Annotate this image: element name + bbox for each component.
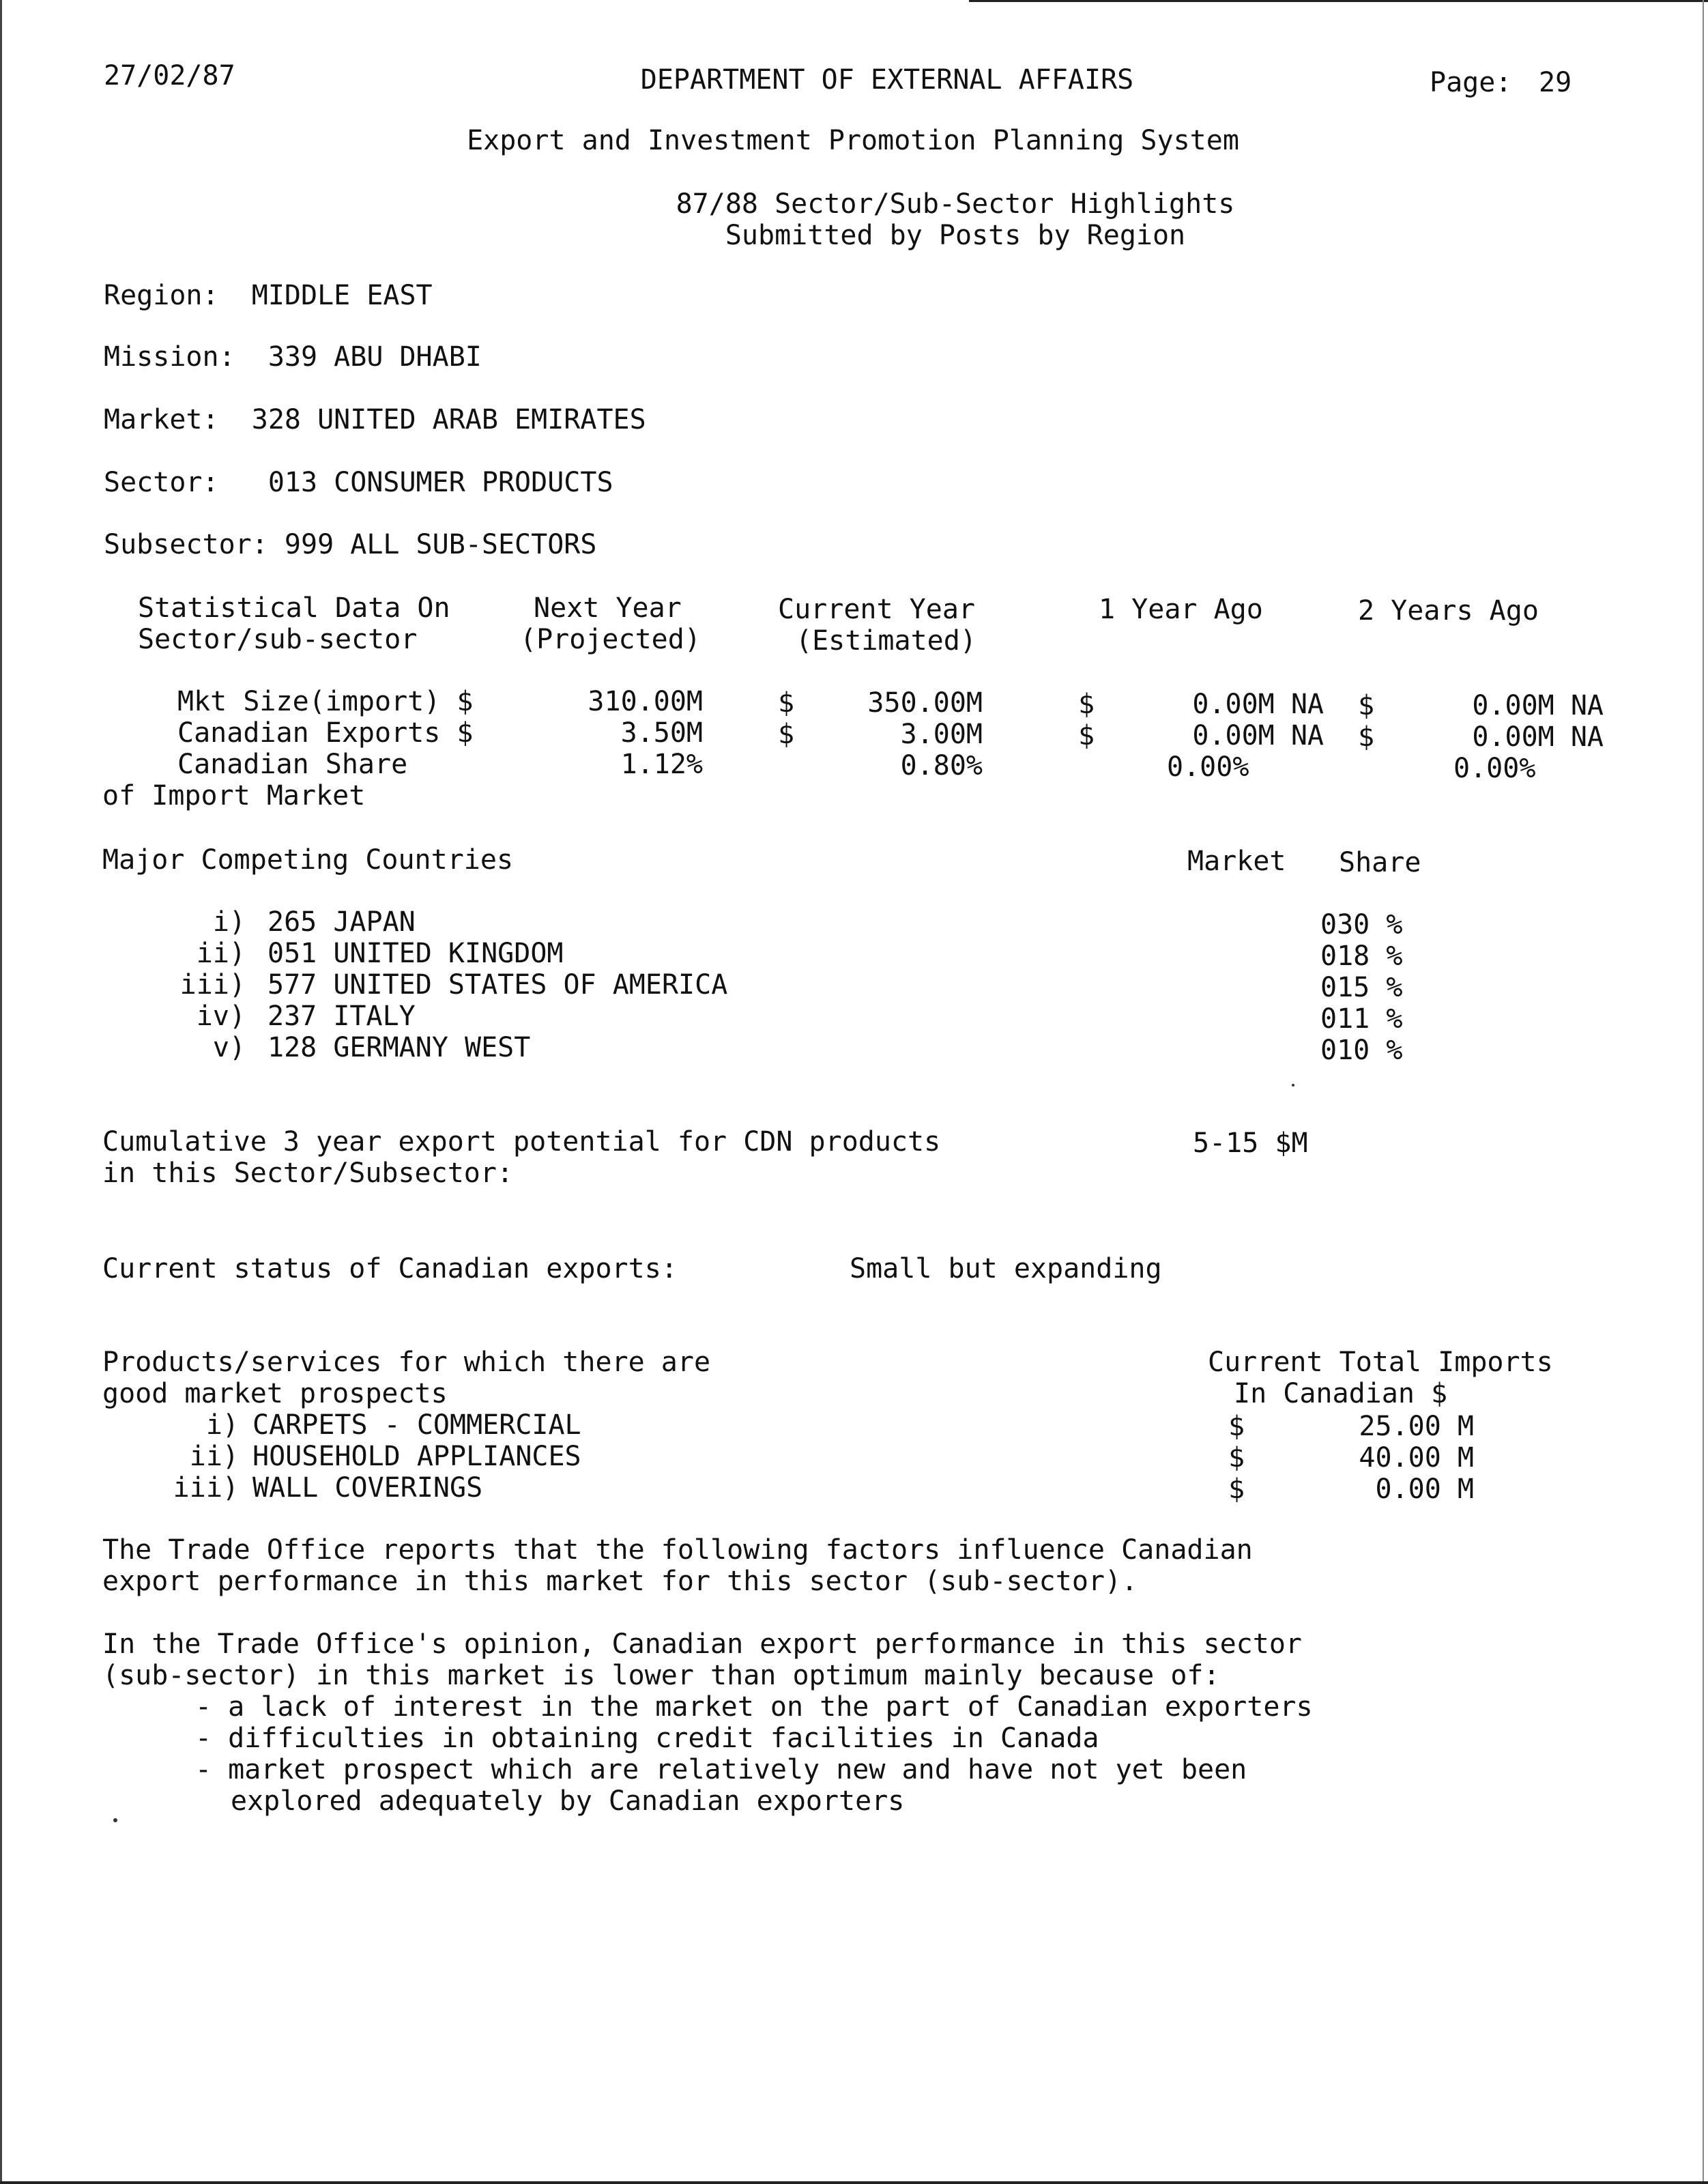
prospect-symbol: $: [1228, 1474, 1245, 1505]
competitors-col-market: Market: [1187, 846, 1286, 877]
stats-next-value: 310.00M: [588, 686, 703, 717]
page-edge-left: [0, 0, 2, 2184]
opinion-bullet: - a lack of interest in the market on the part of Canadian exporters: [195, 1691, 1313, 1723]
stats-1yr-value: 0.00%: [1167, 751, 1249, 783]
scan-speck: [113, 1818, 117, 1822]
stats-2yr-symbol: $: [1358, 721, 1375, 753]
opinion-bullet: - difficulties in obtaining credit facilities in Canada: [195, 1723, 1099, 1754]
stats-col-next-a: Next Year: [534, 592, 682, 624]
factors-paragraph-line1: The Trade Office reports that the following factors influence Canadian: [102, 1534, 1253, 1566]
stats-col-current-b: (Estimated): [796, 625, 976, 657]
status-value: Small but expanding: [850, 1253, 1162, 1284]
stats-2yr-symbol: $: [1358, 690, 1375, 721]
stats-2yr-value: 0.00M NA: [1472, 721, 1604, 753]
prospect-name: WALL COVERINGS: [252, 1472, 483, 1504]
prospect-num: i): [205, 1409, 239, 1441]
potential-label-line2: in this Sector/Subsector:: [102, 1158, 514, 1189]
page-edge-right: [1703, 0, 1704, 2184]
stats-current-symbol: $: [778, 687, 795, 719]
competitor-num: ii): [196, 938, 246, 969]
stats-col-2yr: 2 Years Ago: [1358, 595, 1539, 627]
market-field: Market: 328 UNITED ARAB EMIRATES: [104, 404, 646, 435]
opinion-bullet: - market prospect which are relatively new and have not yet been: [195, 1754, 1247, 1785]
mission-field: Mission: 339 ABU DHABI: [104, 341, 482, 373]
page-number: 29: [1539, 67, 1572, 98]
prospect-symbol: $: [1228, 1442, 1245, 1474]
competitor-share: 011 %: [1320, 1003, 1403, 1035]
status-label: Current status of Canadian exports:: [102, 1253, 678, 1284]
competitor-share: 015 %: [1320, 972, 1403, 1003]
competitor-num: v): [212, 1032, 246, 1063]
prospect-amount: 0.00 M: [1375, 1474, 1474, 1505]
department-title: DEPARTMENT OF EXTERNAL AFFAIRS: [640, 64, 1134, 96]
region-field: Region: MIDDLE EAST: [104, 280, 433, 311]
stats-col-1yr: 1 Year Ago: [1099, 594, 1263, 625]
page-edge-bottom: [0, 2181, 1708, 2184]
competitor-country: 265 JAPAN: [267, 906, 416, 938]
competitor-num: iv): [196, 1001, 246, 1032]
stats-1yr-symbol: $: [1078, 689, 1095, 720]
opinion-paragraph-line2: (sub-sector) in this market is lower than optimum mainly because of:: [102, 1660, 1220, 1691]
scan-speck: [1292, 1084, 1294, 1087]
factors-paragraph-line2: export performance in this market for this sector (sub-sector).: [102, 1566, 1138, 1597]
stats-next-value: 1.12%: [620, 749, 703, 780]
stats-col-label-b: Sector/sub-sector: [138, 624, 418, 655]
stats-2yr-value: 0.00%: [1453, 753, 1536, 784]
potential-value: 5-15 $M: [1193, 1127, 1308, 1159]
prospect-amount: 40.00 M: [1359, 1442, 1474, 1474]
prospect-num: ii): [189, 1441, 239, 1472]
stats-current-value: 0.80%: [900, 750, 983, 781]
stats-current-value: 350.00M: [867, 687, 983, 719]
system-title: Export and Investment Promotion Planning System: [467, 125, 1239, 156]
prospect-num: iii): [173, 1472, 239, 1504]
share-suffix: of Import Market: [102, 780, 366, 811]
sector-field: Sector: 013 CONSUMER PRODUCTS: [104, 467, 613, 498]
competitors-heading: Major Competing Countries: [102, 844, 514, 876]
subsector-field: Subsector: 999 ALL SUB-SECTORS: [104, 529, 597, 560]
stats-col-current-a: Current Year: [778, 594, 975, 625]
page-label: Page:: [1430, 67, 1512, 98]
competitor-share: 030 %: [1320, 909, 1403, 940]
stats-col-next-b: (Projected): [520, 624, 701, 655]
prospects-label-line2: good market prospects: [102, 1378, 448, 1409]
stats-row-label: Canadian Exports $: [177, 717, 474, 749]
competitor-num: i): [212, 906, 246, 938]
competitor-share: 010 %: [1320, 1035, 1403, 1066]
opinion-bullet-continuation: explored adequately by Canadian exporters: [231, 1785, 905, 1817]
prospects-label-line1: Products/services for which there are: [102, 1347, 711, 1378]
page-edge-top: [969, 0, 1708, 2]
competitor-share: 018 %: [1320, 940, 1403, 972]
competitor-num: iii): [179, 969, 246, 1001]
stats-row-label: Canadian Share: [177, 749, 408, 780]
stats-2yr-value: 0.00M NA: [1472, 690, 1604, 721]
stats-1yr-value: 0.00M NA: [1192, 720, 1324, 751]
stats-col-label-a: Statistical Data On: [138, 592, 450, 624]
competitor-country: 237 ITALY: [267, 1001, 416, 1032]
stats-current-symbol: $: [778, 719, 795, 750]
prospect-name: CARPETS - COMMERCIAL: [252, 1409, 581, 1441]
prospects-col-a: Current Total Imports: [1208, 1347, 1553, 1378]
stats-next-value: 3.50M: [620, 717, 703, 749]
prospect-amount: 25.00 M: [1359, 1411, 1474, 1442]
potential-label-line1: Cumulative 3 year export potential for CDN products: [102, 1126, 941, 1158]
competitors-col-share: Share: [1339, 847, 1421, 878]
prospects-col-b: In Canadian $: [1234, 1378, 1448, 1409]
stats-current-value: 3.00M: [900, 719, 983, 750]
competitor-country: 051 UNITED KINGDOM: [267, 938, 564, 969]
stats-row-label: Mkt Size(import) $: [177, 686, 474, 717]
competitor-country: 128 GERMANY WEST: [267, 1032, 531, 1063]
stats-1yr-value: 0.00M NA: [1192, 689, 1324, 720]
competitor-country: 577 UNITED STATES OF AMERICA: [267, 969, 728, 1001]
prospect-name: HOUSEHOLD APPLIANCES: [252, 1441, 581, 1472]
opinion-paragraph-line1: In the Trade Office's opinion, Canadian export performance in this sector: [102, 1628, 1302, 1660]
report-title: 87/88 Sector/Sub-Sector Highlights: [676, 188, 1235, 220]
stats-1yr-symbol: $: [1078, 720, 1095, 751]
report-date: 27/02/87: [104, 60, 235, 91]
prospect-symbol: $: [1228, 1411, 1245, 1442]
report-subtitle: Submitted by Posts by Region: [725, 220, 1186, 251]
